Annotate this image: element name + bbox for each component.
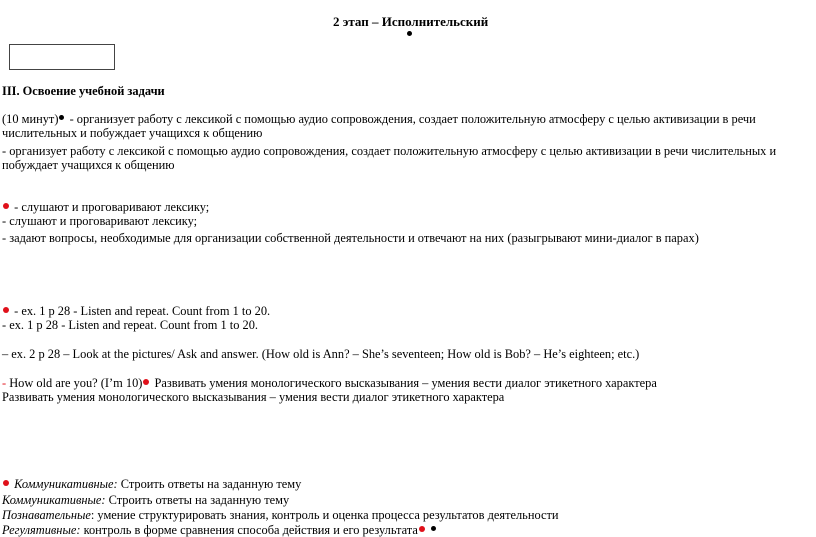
section-heading: III. Освоение учебной задачи [2,84,165,98]
teacher-activity-line-1 [2,112,756,126]
red-bullet-icon [3,480,9,486]
bullet-icon [431,526,436,531]
students-activity-line-1: - слушают и проговаривают лексику; [2,200,209,214]
bullet-icon [59,115,64,120]
red-bullet-icon [3,203,9,209]
teacher-line-1-text: - организует работу с лексикой с помощью аудио сопровождения, создает положительную атмосферу с целью активизации в речи [66,112,756,126]
exercise-line-4: - How old are you? (I’m 10) Развивать умения монологического высказывания – умения вести диалог этикетного характера [2,376,657,390]
exercise-line-3: – ex. 2 p 28 – Look at the pictures/ Ask and answer. (How old is Ann? – She’s seventeen; How old is Bob? – He’s eighteen; etc.) [2,347,640,361]
empty-text-box [9,44,115,70]
exercise-line-5: Развивать умения монологического высказывания – умения вести диалог этикетного характера [2,390,505,404]
teacher-activity-line-2: числительных и побуждает учащихся к общению [2,126,263,140]
teacher-activity-line-3: - организует работу с лексикой с помощью аудио сопровождения, создает положительную атмосферу с целью активизации в речи числительных и [2,144,777,158]
red-dash: - [2,376,10,390]
red-bullet-icon [3,307,9,313]
students-activity-line-2: - слушают и проговаривают лексику; [2,214,198,228]
red-bullet-icon [419,526,425,532]
cognitive-line: Познавательные: умение структурировать знания, контроль и оценка процесса результатов деятельности [2,508,559,522]
red-bullet-icon [143,379,149,385]
page-title: 2 этап – Исполнительский [333,14,489,29]
regulatory-line: Регулятивные: контроль в форме сравнения способа действия и его результата [2,523,438,537]
bullet-icon [407,31,412,36]
exercise-line-2: - ex. 1 p 28 - Listen and repeat. Count from 1 to 20. [2,318,259,332]
teacher-time: (10 минут) [2,112,59,126]
communicative-line-2: Коммуникативные: Строить ответы на заданную тему [2,493,290,507]
students-activity-line-3: - задают вопросы, необходимые для организации собственной деятельности и отвечают на них (разыгрывают мини-диалог в парах) [2,231,699,245]
teacher-activity-line-4: побуждает учащихся к общению [2,158,175,172]
exercise-line-1: - ex. 1 p 28 - Listen and repeat. Count from 1 to 20. [2,304,270,318]
communicative-line-1: Коммуникативные: Строить ответы на заданную тему [2,477,301,491]
